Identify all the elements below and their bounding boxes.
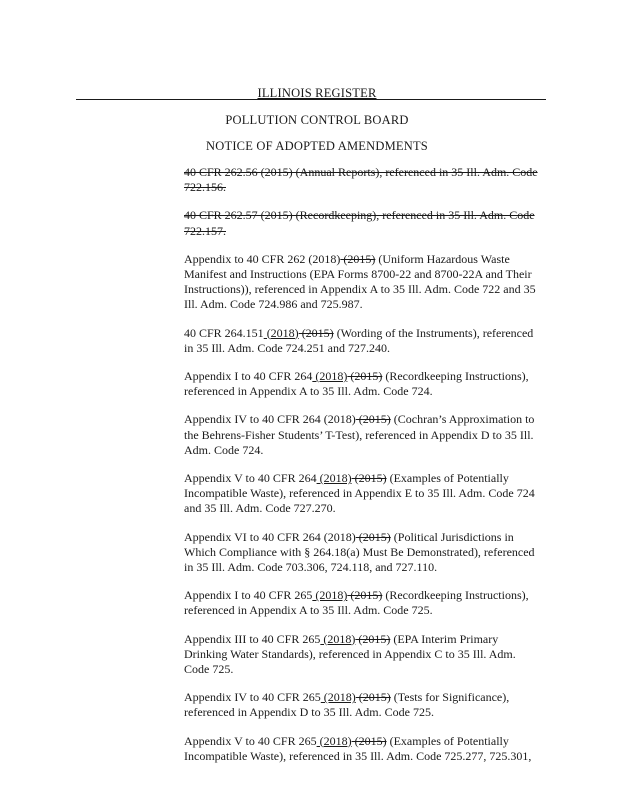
reference-entry <box>184 588 544 618</box>
entry-text: Appendix I to 40 CFR 265 <box>184 588 313 603</box>
reference-entry <box>184 471 544 517</box>
entry-text: 40 CFR 264.151 <box>184 325 264 340</box>
deleted-text: 40 CFR 262.56 (2015) (Annual Reports), referenced in 35 Ill. Adm. Code 722.156. <box>184 165 538 195</box>
reference-entry <box>184 369 544 399</box>
board-name: POLLUTION CONTROL BOARD <box>225 113 409 127</box>
entry-text: (Wording of the Instruments), referenced in 35 Ill. Adm. Code 724.251 and 727.240. <box>184 325 534 355</box>
deleted-text: (2015) <box>340 251 376 266</box>
reference-entry <box>184 734 544 764</box>
entry-text: (Political Jurisdictions in Which Compliance with § 264.18(a) Must Be Demonstrated), referenced in 35 Ill. Adm. Code 703.306, 724.118, and 727.110. <box>184 529 535 575</box>
reference-entry <box>184 690 544 720</box>
entry-text: (Tests for Significance), referenced in Appendix D to 35 Ill. Adm. Code 725. <box>184 690 510 720</box>
deleted-text: (2015) <box>355 529 391 544</box>
inserted-text: (2018) <box>312 369 348 384</box>
deleted-text: 40 CFR 262.57 (2015) (Recordkeeping), referenced in 35 Ill. Adm. Code 722.157. <box>184 208 535 238</box>
entry-text: (EPA Interim Primary Drinking Water Standards), referenced in Appendix C to 35 Ill. Adm. Code 725. <box>184 631 516 677</box>
register-title: ILLINOIS REGISTER <box>257 86 377 100</box>
reference-entry <box>184 252 544 313</box>
inserted-text: (2018) <box>320 631 356 646</box>
entry-text: Appendix IV to 40 CFR 265 <box>184 690 321 705</box>
entry-text: (Examples of Potentially Incompatible Waste), referenced in 35 Ill. Adm. Code 725.277, 725.301, <box>184 733 532 763</box>
inserted-text: (2018) <box>320 690 356 705</box>
deleted-text: (2015) <box>355 690 391 705</box>
entry-text: Appendix IV to 40 CFR 264 (2018) <box>184 412 356 427</box>
entry-text: (Recordkeeping Instructions), referenced in Appendix A to 35 Ill. Adm. Code 724. <box>184 369 529 399</box>
entry-text: Appendix V to 40 CFR 264 <box>184 471 317 486</box>
deleted-text: (2015) <box>355 412 391 427</box>
reference-entry <box>184 208 544 238</box>
entry-text: (Uniform Hazardous Waste Manifest and Instructions (EPA Forms 8700-22 and 8700-22A and Their Instructions)), referenced in Appendix A to 35 Ill. Adm. Code 722 and 35 Ill. Adm. Code 724.986 and 725.987. <box>184 251 536 312</box>
inserted-text: (2018) <box>263 325 299 340</box>
amendment-list <box>184 165 544 777</box>
entry-text: (Cochran’s Approximation to the Behrens-Fisher Students’ T-Test), referenced in Appendix D to 35 Ill. Adm. Code 724. <box>184 412 535 457</box>
notice-title: NOTICE OF ADOPTED AMENDMENTS <box>206 139 428 153</box>
inserted-text: (2018) <box>316 733 352 748</box>
deleted-text: (2015) <box>347 588 383 603</box>
deleted-text: (2015) <box>298 325 334 340</box>
entry-text: Appendix VI to 40 CFR 264 (2018) <box>184 529 356 544</box>
deleted-text: (2015) <box>347 369 383 384</box>
entry-text: (Examples of Potentially Incompatible Waste), referenced in Appendix E to 35 Ill. Adm. Code 724 and 35 Ill. Adm. Code 727.270. <box>184 471 535 516</box>
entry-text: Appendix V to 40 CFR 265 <box>184 733 317 748</box>
reference-entry <box>184 412 544 458</box>
deleted-text: (2015) <box>351 471 387 486</box>
entry-text: Appendix III to 40 CFR 265 <box>184 631 321 646</box>
reference-entry <box>184 632 544 678</box>
reference-entry <box>184 165 544 195</box>
reference-entry <box>184 530 544 576</box>
entry-text: Appendix to 40 CFR 262 (2018) <box>184 251 341 266</box>
deleted-text: (2015) <box>355 631 391 646</box>
reference-entry <box>184 326 544 356</box>
entry-text: Appendix I to 40 CFR 264 <box>184 369 313 384</box>
inserted-text: (2018) <box>312 588 348 603</box>
entry-text: (Recordkeeping Instructions), referenced in Appendix A to 35 Ill. Adm. Code 725. <box>184 588 529 618</box>
inserted-text: (2018) <box>316 471 352 486</box>
deleted-text: (2015) <box>351 733 387 748</box>
